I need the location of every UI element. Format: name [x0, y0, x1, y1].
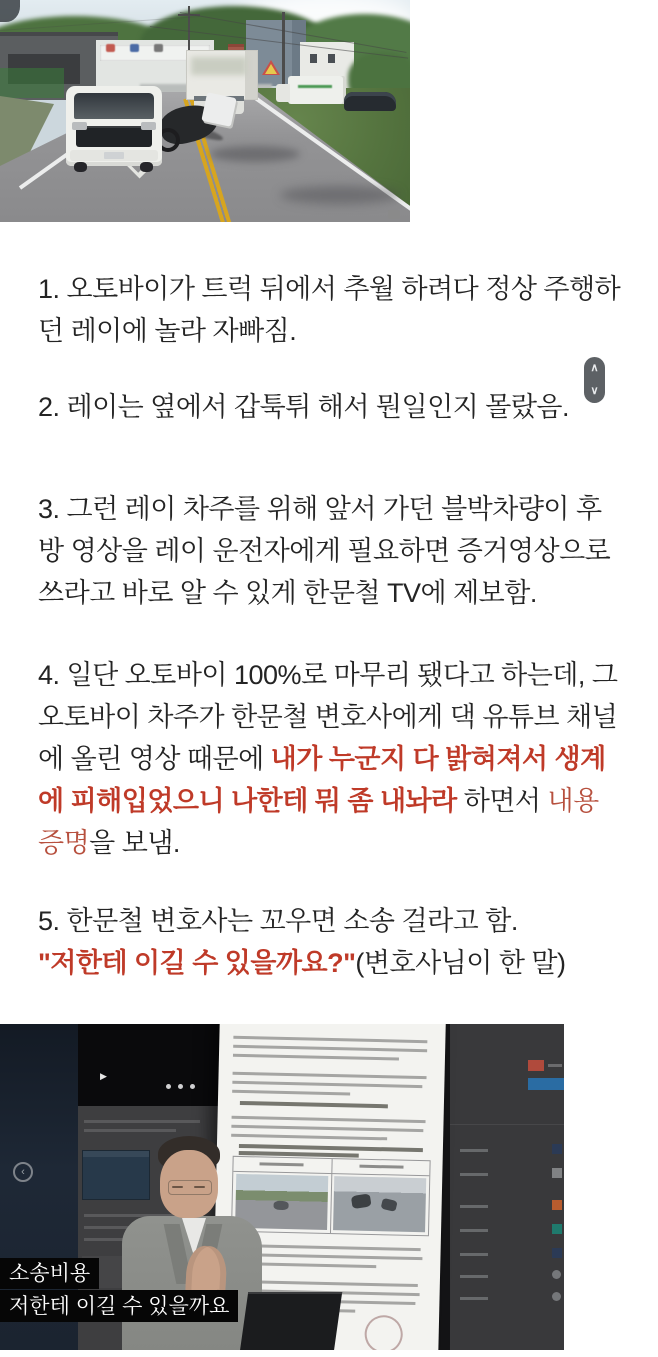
list-icon-gray — [552, 1168, 562, 1178]
player-control-dot — [166, 1084, 171, 1089]
dashcam-screenshot — [0, 0, 410, 222]
paragraph-1-text: 1. 오토바이가 트럭 뒤에서 추월 하려다 정상 주행하던 레이에 놀라 자빠짐. — [38, 274, 621, 346]
laptop — [240, 1292, 342, 1350]
house-window — [328, 54, 335, 63]
blurred-label — [548, 1064, 562, 1067]
list-icon-teal — [552, 1224, 562, 1234]
road-shadow — [280, 186, 400, 204]
document-text-line — [232, 1116, 426, 1123]
green-net-fence — [0, 68, 64, 98]
warning-sign-inner — [265, 64, 277, 74]
list-icon-navy — [552, 1144, 562, 1154]
paragraph-5-suffix: (변호사님이 한 말) — [355, 948, 566, 978]
paragraph-4 — [38, 654, 623, 864]
subtitle-line-1: 소송비용 — [9, 1262, 91, 1285]
paragraph-1 — [38, 268, 623, 352]
small-truck — [288, 76, 346, 104]
sign-gray-smudge — [154, 44, 163, 52]
video-thumbnail — [82, 1150, 150, 1200]
van-headlight — [72, 122, 87, 130]
list-icon-orange — [552, 1200, 562, 1210]
paragraph-3 — [38, 488, 623, 614]
house-window — [310, 54, 317, 63]
delivery-box — [201, 92, 236, 127]
chevron-down-icon: ∨ — [590, 385, 599, 397]
back-circle-button — [13, 1162, 33, 1182]
document-text-line — [231, 1125, 423, 1132]
photo-vehicle-blob — [273, 1201, 288, 1210]
subtitle-bar-2 — [0, 1290, 238, 1322]
webpage-column-right — [450, 1024, 564, 1350]
list-label-smudge — [460, 1253, 488, 1256]
document-photo-table — [231, 1156, 431, 1236]
red-button-smudge — [528, 1060, 544, 1071]
hanmuncheol-video-screenshot — [0, 1024, 564, 1350]
list-label-smudge — [460, 1205, 488, 1208]
paragraph-5-quote: "저한테 이길 수 있을까요?" — [38, 948, 356, 978]
van-wheel — [74, 162, 87, 172]
closed-eye — [194, 1186, 205, 1188]
road-shadow — [210, 146, 300, 162]
play-icon: ▶ — [100, 1071, 107, 1081]
paragraph-4-red-bold-text: 내가 누군지 다 밝혀져서 생계에 피해입었으니 나한테 뭐 좀 내놔라 — [38, 744, 606, 816]
document-text-line — [231, 1134, 387, 1141]
subtitle-bar-1 — [0, 1258, 99, 1289]
blue-button-smudge — [528, 1078, 564, 1090]
photo-caption-smudge — [259, 1162, 303, 1166]
list-label-smudge — [460, 1297, 488, 1300]
photo-motorcycle-blob — [381, 1198, 398, 1212]
paragraph-4-text: 하면서 — [456, 786, 548, 816]
document-text-line — [232, 1090, 350, 1096]
list-label-smudge — [460, 1173, 488, 1176]
list-icon-circle — [552, 1292, 561, 1301]
truck-green-text — [298, 85, 332, 88]
subtitle-line-2: 저한테 이길 수 있을까요 — [9, 1294, 230, 1318]
back-chevron-icon: ‹ — [21, 1165, 25, 1178]
blurred-text-line — [84, 1129, 176, 1132]
document-text-line — [233, 1045, 427, 1052]
paragraph-2-text: 2. 레이는 옆에서 갑툭튀 해서 뭔일인지 몰랐음. — [38, 392, 570, 422]
paragraph-4-text: 4. 일단 오토바이 100%로 마무리 됐다고 하는데, 그 오토바이 차주가 한문철 변호사에게 댁 유튜브 채널에 올린 영상 때문에 — [38, 660, 618, 774]
sign-blue-smudge — [130, 44, 139, 52]
post-body-text — [38, 268, 623, 984]
list-icon-circle — [552, 1270, 561, 1279]
divider — [450, 1124, 564, 1125]
list-label-smudge — [460, 1229, 488, 1232]
player-control-dot — [190, 1084, 195, 1089]
warning-sign — [262, 60, 280, 75]
paragraph-4-red-text: 내용증명 — [38, 786, 599, 858]
photo-motorcycle-blob — [351, 1193, 372, 1209]
document-text-line — [233, 1054, 399, 1061]
van-wheel — [140, 162, 153, 172]
box-truck-blur-patch — [191, 57, 247, 75]
van-windshield — [74, 93, 154, 119]
blurred-text-line — [84, 1120, 200, 1123]
paragraph-5 — [38, 900, 623, 984]
document-bold-line — [240, 1101, 388, 1108]
paragraph-2 — [38, 386, 623, 428]
paragraph-5-line1: 5. 한문철 변호사는 꼬우면 소송 걸라고 함. — [38, 906, 518, 936]
mini-video-player — [78, 1024, 220, 1106]
paragraph-3-text: 3. 그런 레이 차주를 위해 앞서 가던 블박차량이 후방 영상을 레이 운전자에게 필요하면 증거영상으로 쓰라고 바로 알 수 있게 한문철 TV에 제보함. — [38, 494, 611, 608]
paragraph-4-text: 을 보냄. — [89, 828, 180, 858]
white-van — [66, 86, 162, 172]
list-label-smudge — [460, 1275, 488, 1278]
official-stamp — [360, 1311, 407, 1350]
list-icon-navy — [552, 1248, 562, 1258]
photo-caption-smudge — [359, 1165, 403, 1169]
document-text-line — [233, 1072, 427, 1079]
dashcam-photo-right — [333, 1176, 426, 1232]
dark-sedan — [344, 92, 396, 111]
video-watermark — [388, 210, 400, 219]
list-label-smudge — [460, 1149, 488, 1152]
sign-red-smudge — [106, 44, 115, 52]
van-license-plate — [104, 152, 124, 159]
van-headlight — [141, 122, 156, 130]
player-control-dot — [178, 1084, 183, 1089]
small-truck-cab — [276, 84, 290, 102]
closed-eye — [172, 1186, 183, 1188]
document-text-line — [233, 1036, 427, 1043]
chevron-up-icon: ∧ — [590, 362, 599, 374]
document-text-line — [232, 1081, 422, 1088]
